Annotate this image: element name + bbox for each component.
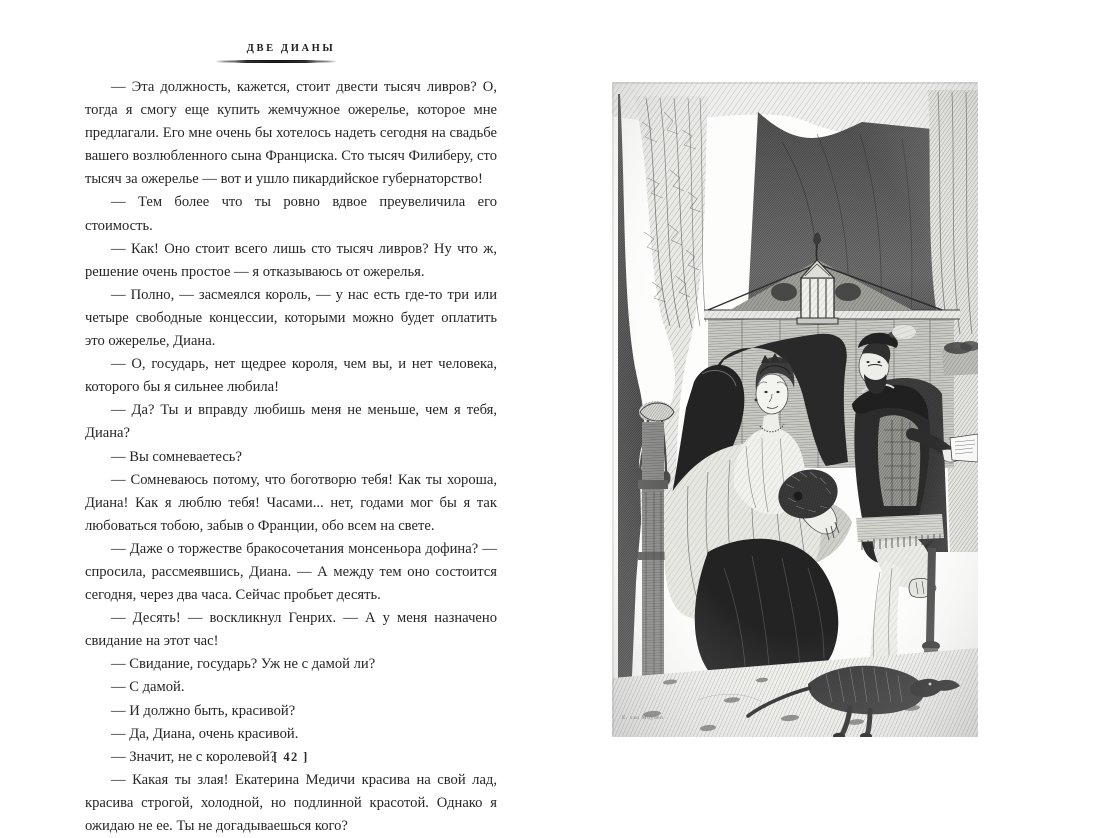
body-paragraph: — Значит, не с королевой? bbox=[111, 748, 277, 765]
illustration-signature: E. van Muyden bbox=[622, 715, 664, 721]
body-paragraph: — С дамой. bbox=[111, 679, 185, 696]
body-text-column bbox=[85, 76, 497, 838]
body-paragraph: — Даже о торжестве бракосочетания монсеньора дофина? — спросила, рассмеявшись, Диана. — А между тем оно состоится сегодня, через два часа. Сейчас пробьет десять. bbox=[85, 540, 497, 604]
body-paragraph: — И должно быть, красивой? bbox=[111, 702, 296, 719]
running-header bbox=[85, 38, 495, 56]
body-paragraph: — Вы сомневаетесь? bbox=[111, 448, 242, 465]
header-rule-divider bbox=[215, 60, 337, 63]
engraving-illustration bbox=[612, 82, 978, 737]
body-paragraph: — Да? Ты и вправду любишь меня не меньше, чем я тебя, Диана? bbox=[85, 402, 497, 442]
body-paragraph: — Десять! — воскликнул Генрих. — А у меня назначено свидание на этот час! bbox=[85, 610, 497, 650]
left-page bbox=[0, 0, 550, 834]
body-paragraph: — Да, Диана, очень красивой. bbox=[111, 725, 299, 742]
running-header-title: ДВЕ ДИАНЫ bbox=[246, 43, 336, 54]
body-paragraph: — Свидание, государь? Уж не с дамой ли? bbox=[111, 656, 376, 673]
page-folio bbox=[85, 748, 497, 766]
body-paragraph: — Как! Оно стоит всего лишь сто тысяч ливров? Ну что ж, решение очень простое — я отказываюсь от ожерелья. bbox=[85, 240, 497, 280]
illustration-plate bbox=[612, 82, 978, 737]
body-paragraph: — Какая ты злая! Екатерина Медичи красива на свой лад, красива строгой, холодной, но подлинной красотой. Однако я ожидаю не ее. Ты не догадываешься кого? bbox=[85, 771, 497, 834]
page-number: [ 42 ] bbox=[273, 750, 309, 764]
body-paragraph: — О, государь, нет щедрее короля, чем вы, и нет человека, которого бы я сильнее любила! bbox=[85, 356, 497, 396]
body-paragraph: — Тем более что ты ровно вдвое преувеличила его стоимость. bbox=[85, 194, 497, 234]
right-page bbox=[550, 0, 1100, 825]
body-paragraph: — Эта должность, кажется, стоит двести тысяч ливров? О, тогда я смогу еще купить жемчужное ожерелье, которое мне предлагали. Его мне очень бы хотелось надеть сегодня на свадьбе вашего возлюбленного сына Франциска. Сто тысяч Филиберу, сто тысяч за ожерелье — вот и ушло пикардийское губернаторство! bbox=[85, 79, 497, 188]
body-paragraph: — Сомневаюсь потому, что боготворю тебя! Как ты хороша, Диана! Как я люблю тебя! Часами... нет, годами мог бы я так любоваться тобою, забыв о Франции, обо всем на свете. bbox=[85, 471, 497, 534]
body-paragraph: — Полно, — засмеялся король, — у нас есть где-то три или четыре свободные концессии, которыми можно будет оплатить это ожерелье, Диана. bbox=[85, 286, 497, 350]
